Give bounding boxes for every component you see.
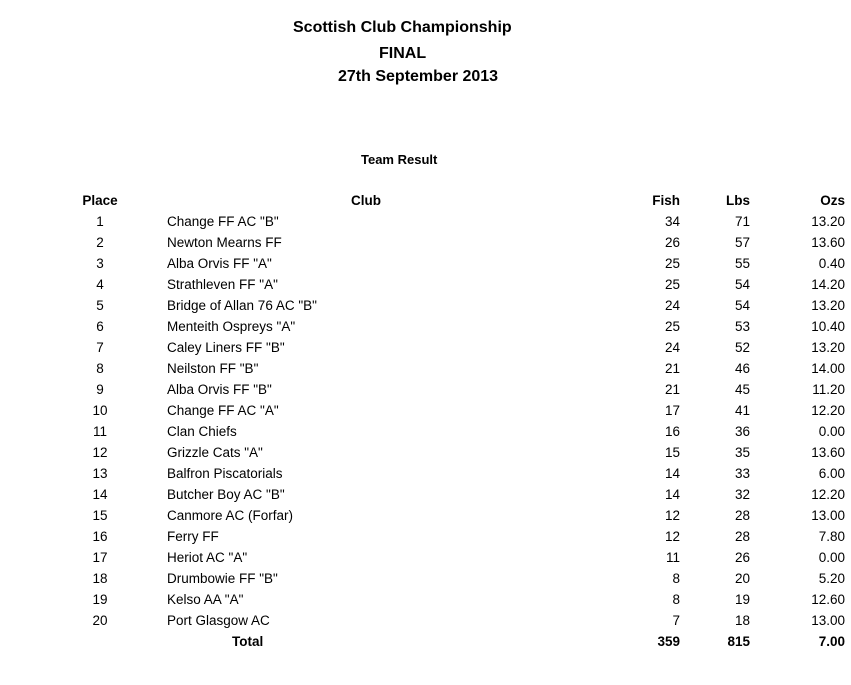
fish-cell: 34 bbox=[664, 214, 680, 229]
club-cell: Grizzle Cats "A" bbox=[167, 445, 263, 460]
place-cell: 4 bbox=[96, 277, 104, 292]
place-cell: 6 bbox=[96, 319, 104, 334]
fish-cell: 8 bbox=[672, 592, 680, 607]
place-cell: 5 bbox=[96, 298, 104, 313]
club-cell: Kelso AA "A" bbox=[167, 592, 244, 607]
club-cell: Alba Orvis FF "A" bbox=[167, 256, 272, 271]
lbs-cell: 26 bbox=[734, 550, 750, 565]
lbs-cell: 32 bbox=[734, 487, 750, 502]
page-subtitle: FINAL bbox=[379, 45, 427, 62]
table-row bbox=[70, 610, 845, 631]
table-row bbox=[70, 547, 845, 568]
table-row bbox=[70, 421, 845, 442]
fish-cell: 8 bbox=[672, 571, 680, 586]
lbs-cell: 28 bbox=[734, 508, 750, 523]
table-row bbox=[70, 442, 845, 463]
fish-cell: 26 bbox=[664, 235, 680, 250]
table-row bbox=[70, 253, 845, 274]
fish-cell: 25 bbox=[664, 256, 680, 271]
ozs-cell: 0.00 bbox=[818, 424, 845, 439]
fish-cell: 15 bbox=[664, 445, 680, 460]
results-table bbox=[70, 190, 845, 652]
place-cell: 10 bbox=[92, 403, 108, 418]
lbs-cell: 57 bbox=[734, 235, 750, 250]
ozs-cell: 13.60 bbox=[811, 445, 845, 460]
ozs-cell: 10.40 bbox=[811, 319, 845, 334]
ozs-cell: 12.20 bbox=[811, 403, 845, 418]
column-header-ozs: Ozs bbox=[820, 193, 845, 208]
club-cell: Drumbowie FF "B" bbox=[167, 571, 278, 586]
place-cell: 3 bbox=[96, 256, 104, 271]
club-cell: Clan Chiefs bbox=[167, 424, 237, 439]
place-cell: 16 bbox=[92, 529, 108, 544]
fish-cell: 14 bbox=[664, 466, 680, 481]
column-header-lbs: Lbs bbox=[725, 193, 750, 208]
lbs-cell: 35 bbox=[734, 445, 750, 460]
club-cell: Neilston FF "B" bbox=[167, 361, 259, 376]
lbs-cell: 36 bbox=[734, 424, 750, 439]
place-cell: 17 bbox=[92, 550, 108, 565]
ozs-cell: 11.20 bbox=[812, 382, 845, 397]
place-cell: 18 bbox=[92, 571, 108, 586]
ozs-cell: 14.20 bbox=[811, 277, 845, 292]
table-row bbox=[70, 379, 845, 400]
ozs-cell: 5.20 bbox=[818, 571, 845, 586]
fish-cell: 11 bbox=[665, 550, 680, 565]
column-header-fish: Fish bbox=[652, 193, 680, 208]
place-cell: 1 bbox=[96, 214, 104, 229]
fish-cell: 21 bbox=[664, 361, 680, 376]
club-cell: Canmore AC (Forfar) bbox=[167, 508, 294, 523]
club-cell: Newton Mearns FF bbox=[167, 235, 282, 250]
lbs-cell: 18 bbox=[734, 613, 750, 628]
club-cell: Ferry FF bbox=[167, 529, 219, 544]
table-row bbox=[70, 358, 845, 379]
table-row bbox=[70, 568, 845, 589]
lbs-cell: 28 bbox=[734, 529, 750, 544]
fish-cell: 24 bbox=[664, 340, 680, 355]
club-cell: Butcher Boy AC "B" bbox=[167, 487, 285, 502]
ozs-cell: 13.20 bbox=[811, 214, 845, 229]
event-date: 27th September 2013 bbox=[338, 68, 499, 85]
ozs-cell: 14.00 bbox=[811, 361, 845, 376]
total-label: Total bbox=[232, 634, 264, 649]
lbs-cell: 45 bbox=[734, 382, 750, 397]
fish-cell: 14 bbox=[664, 487, 680, 502]
lbs-cell: 33 bbox=[734, 466, 750, 481]
lbs-cell: 46 bbox=[734, 361, 750, 376]
place-cell: 9 bbox=[96, 382, 104, 397]
table-row bbox=[70, 526, 845, 547]
table-row bbox=[70, 463, 845, 484]
table-row bbox=[70, 316, 845, 337]
ozs-cell: 12.20 bbox=[811, 487, 845, 502]
place-cell: 14 bbox=[92, 487, 108, 502]
total-fish: 359 bbox=[657, 634, 680, 649]
table-row bbox=[70, 337, 845, 358]
fish-cell: 21 bbox=[664, 382, 680, 397]
ozs-cell: 7.80 bbox=[818, 529, 845, 544]
place-cell: 20 bbox=[92, 613, 108, 628]
table-row bbox=[70, 400, 845, 421]
lbs-cell: 19 bbox=[734, 592, 750, 607]
place-cell: 11 bbox=[92, 424, 107, 439]
ozs-cell: 0.00 bbox=[818, 550, 845, 565]
table-row bbox=[70, 589, 845, 610]
total-row bbox=[70, 631, 845, 652]
lbs-cell: 71 bbox=[734, 214, 750, 229]
fish-cell: 7 bbox=[672, 613, 680, 628]
fish-cell: 16 bbox=[664, 424, 680, 439]
fish-cell: 25 bbox=[664, 277, 680, 292]
place-cell: 7 bbox=[96, 340, 104, 355]
ozs-cell: 6.00 bbox=[818, 466, 845, 481]
ozs-cell: 12.60 bbox=[811, 592, 845, 607]
ozs-cell: 13.00 bbox=[811, 613, 845, 628]
ozs-cell: 13.20 bbox=[811, 298, 845, 313]
place-cell: 12 bbox=[92, 445, 108, 460]
place-cell: 19 bbox=[92, 592, 108, 607]
fish-cell: 25 bbox=[664, 319, 680, 334]
place-cell: 2 bbox=[96, 235, 104, 250]
ozs-cell: 0.40 bbox=[818, 256, 845, 271]
column-header-club: Club bbox=[351, 193, 381, 208]
club-cell: Bridge of Allan 76 AC "B" bbox=[167, 298, 317, 313]
lbs-cell: 52 bbox=[734, 340, 750, 355]
table-row bbox=[70, 211, 845, 232]
fish-cell: 17 bbox=[664, 403, 680, 418]
lbs-cell: 55 bbox=[734, 256, 750, 271]
table-row bbox=[70, 274, 845, 295]
club-cell: Menteith Ospreys "A" bbox=[167, 319, 296, 334]
table-row bbox=[70, 505, 845, 526]
ozs-cell: 13.00 bbox=[811, 508, 845, 523]
lbs-cell: 53 bbox=[734, 319, 750, 334]
fish-cell: 12 bbox=[664, 529, 680, 544]
club-cell: Strathleven FF "A" bbox=[167, 277, 278, 292]
ozs-cell: 13.20 bbox=[811, 340, 845, 355]
place-cell: 13 bbox=[92, 466, 108, 481]
total-lbs: 815 bbox=[727, 634, 750, 649]
page-title: Scottish Club Championship bbox=[293, 19, 512, 36]
club-cell: Change FF AC "B" bbox=[167, 214, 279, 229]
table-row bbox=[70, 484, 845, 505]
total-place-cell bbox=[70, 631, 130, 652]
club-cell: Heriot AC "A" bbox=[167, 550, 248, 565]
club-cell: Port Glasgow AC bbox=[167, 613, 270, 628]
column-header-place: Place bbox=[82, 193, 118, 208]
lbs-cell: 20 bbox=[734, 571, 750, 586]
club-cell: Caley Liners FF "B" bbox=[167, 340, 285, 355]
fish-cell: 12 bbox=[664, 508, 680, 523]
fish-cell: 24 bbox=[664, 298, 680, 313]
lbs-cell: 41 bbox=[734, 403, 750, 418]
table-header-row bbox=[70, 190, 845, 211]
ozs-cell: 13.60 bbox=[811, 235, 845, 250]
total-ozs: 7.00 bbox=[818, 634, 845, 649]
place-cell: 15 bbox=[92, 508, 108, 523]
club-cell: Change FF AC "A" bbox=[167, 403, 279, 418]
club-cell: Alba Orvis FF "B" bbox=[167, 382, 272, 397]
table-row bbox=[70, 232, 845, 253]
place-cell: 8 bbox=[96, 361, 104, 376]
lbs-cell: 54 bbox=[734, 277, 750, 292]
club-cell: Balfron Piscatorials bbox=[167, 466, 283, 481]
lbs-cell: 54 bbox=[734, 298, 750, 313]
section-heading: Team Result bbox=[361, 152, 438, 167]
table-row bbox=[70, 295, 845, 316]
